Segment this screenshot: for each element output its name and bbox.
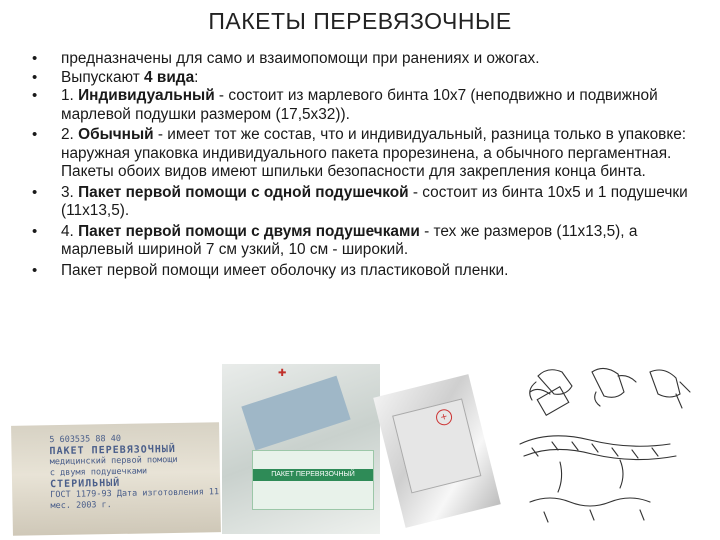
bullet-item xyxy=(30,50,700,69)
bullet-text: 2. xyxy=(61,126,79,143)
bullet-dot-icon: • xyxy=(32,222,38,240)
bullet-text: предназначены для само и взаимопомощи при ранениях и ожогах. xyxy=(61,50,540,67)
bullet-bold-text: 4 вида xyxy=(144,68,195,86)
package-label-blue xyxy=(241,376,350,451)
bandaging-illustration xyxy=(500,352,710,534)
package-label-text: 5 603535 88 40 ПАКЕТ ПЕРЕВЯЗОЧНЫЙ медицинский первой помощи с двумя подушечками СТЕРИЛЬНЫЙ ГОСТ 1179-93 Дата изготовления 11 мес. 2003 г. xyxy=(49,433,220,512)
bullet-item xyxy=(30,184,700,221)
bullet-text: - имеет тот же состав, что и индивидуальный, разница только в упаковке: наружная упаковка индивидуального пакета прорезинена, а обычного пергаментная. Пакеты обоих видов имеют шпильки безопасности для закрепления конца бинта. xyxy=(61,126,687,180)
bullet-text: 4. xyxy=(61,222,79,240)
bullet-dot-icon: • xyxy=(32,126,38,143)
bullet-text: Выпускают xyxy=(61,68,145,86)
bullet-text: - состоит из марлевого бинта 10х7 (неподвижно и подвижной марлевой подушки размером (17,5х32)). xyxy=(61,87,658,123)
bullet-bold-text: Индивидуальный xyxy=(78,87,215,104)
package-photo-left xyxy=(11,422,221,536)
bullet-bold-text: Пакет первой помощи с одной подушечкой xyxy=(78,183,409,201)
bullet-item xyxy=(30,223,700,260)
bullet-text: Пакет первой помощи имеет оболочку из пластиковой пленки. xyxy=(61,261,509,279)
bullet-list xyxy=(30,50,700,280)
slide-title: ПАКЕТЫ ПЕРЕВЯЗОЧНЫЕ xyxy=(208,8,512,34)
bullet-text: - состоит из бинта 10х5 и 1 подушечки (11х13,5). xyxy=(61,183,688,219)
package-label-green: ПАКЕТ ПЕРЕВЯЗОЧНЫЙ xyxy=(252,450,374,510)
bullet-dot-icon: • xyxy=(32,50,38,67)
bullet-bold-text: Пакет первой помощи с двумя подушечками xyxy=(78,222,420,240)
bullet-dot-icon: • xyxy=(32,183,38,201)
bullet-bold-text: Обычный xyxy=(78,126,154,143)
bullet-dot-icon: • xyxy=(32,68,38,86)
red-cross-icon: + xyxy=(434,408,453,427)
red-cross-icon: ✚ xyxy=(278,368,287,379)
bullet-dot-icon: • xyxy=(32,87,38,104)
bullet-dot-icon: • xyxy=(32,261,38,279)
bullet-item xyxy=(30,262,700,281)
bullet-text: : xyxy=(194,68,199,86)
package-photo-right xyxy=(373,374,501,528)
bullet-item xyxy=(30,69,700,88)
bullet-text: - тех же размеров (11х13,5), а марлевый шириной 7 см узкий, 10 см - широкий. xyxy=(61,222,638,258)
package-photo-middle xyxy=(222,364,380,534)
bullet-text: 3. xyxy=(61,183,79,201)
bullet-item xyxy=(30,126,700,182)
bullet-item xyxy=(30,87,700,124)
bullet-text: 1. xyxy=(61,87,79,104)
